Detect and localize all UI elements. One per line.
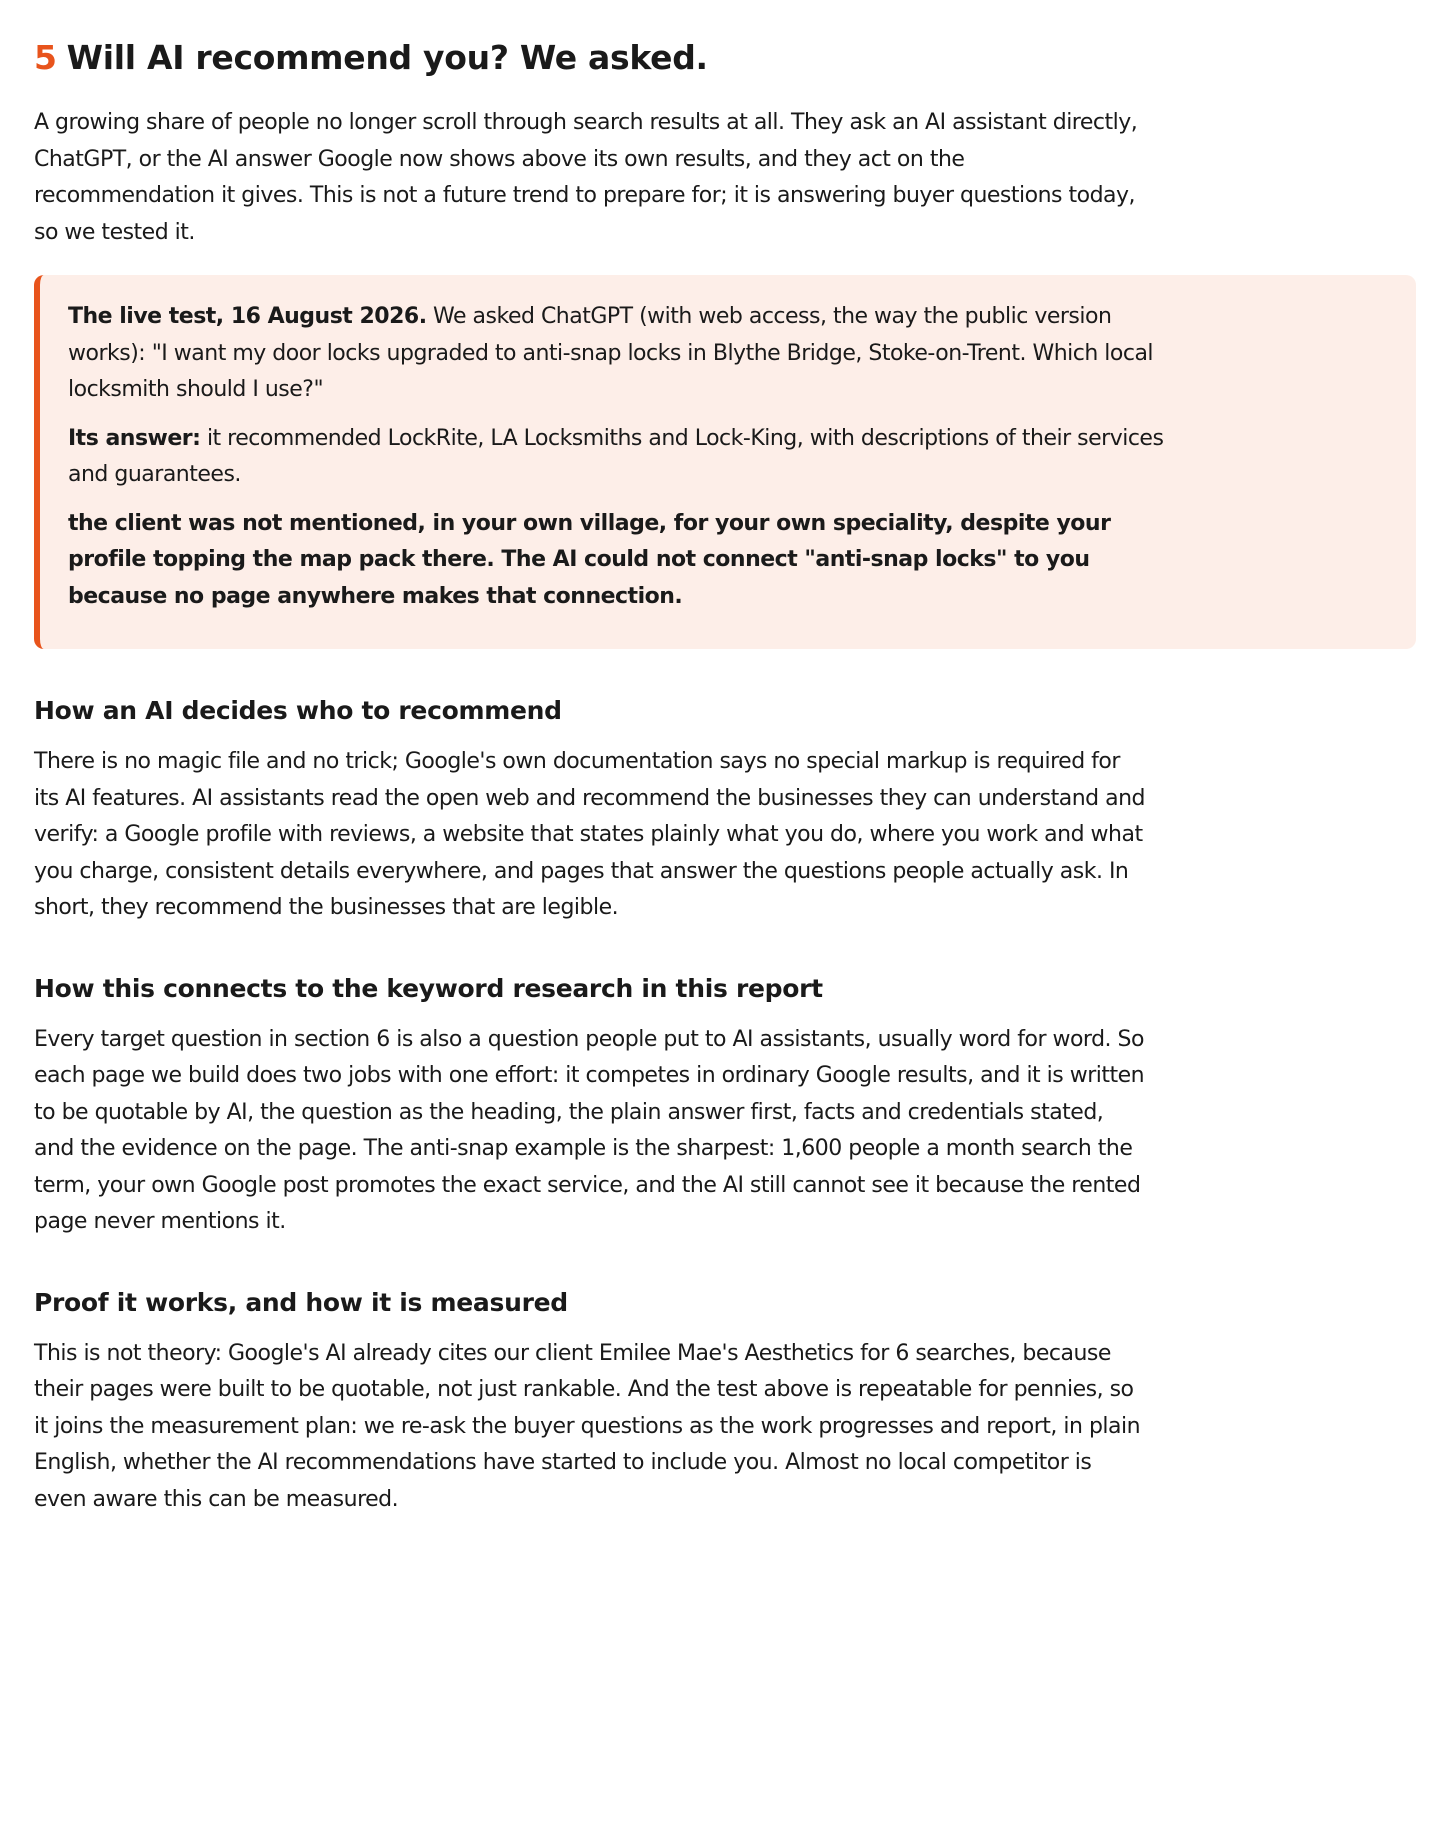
section-title-text: Will AI recommend you? We asked. (66, 38, 708, 77)
verdict-paragraph: the client was not mentioned, in your own village, for your own speciality, despite your profile topping the map pack there. The AI could not connect "anti-snap locks" to you because no page anywhere makes that connection. (68, 510, 1111, 609)
answer-label: Its answer: (68, 425, 201, 451)
live-test-callout (34, 275, 1416, 649)
subsection-keyword-research (34, 971, 1406, 1241)
answer-paragraph (68, 421, 1193, 494)
subsection-heading: How an AI decides who to recommend (34, 696, 562, 725)
subsection-proof (34, 1285, 1406, 1519)
subsection-body: This is not theory: Google's AI already cites our client Emilee Mae's Aesthetics for 6 searches, because their pages were built to be quotable, not just rankable. And the test above is repeatable for pennies, so it joins the measurement plan: we re-ask the buyer questions as the work progresses and report, in plain English, whether the AI recommendations have started to include you. Almost no local competitor is even aware this can be measured. (34, 1340, 1141, 1512)
subsection-body: Every target question in section 6 is also a question people put to AI assistants, usually word for word. So each page we build does two jobs with one effort: it competes in ordinary Google results, and it is written to be quotable by AI, the question as the heading, the plain answer first, facts and credentials stated, and the evidence on the page. The anti-snap example is the sharpest: 1,600 people a month search the term, your own Google post promotes the exact service, and the AI still cannot see it because the rented page never mentions it. (34, 1026, 1145, 1234)
subsection-heading: Proof it works, and how it is measured (34, 1287, 568, 1317)
subsection-heading: How this connects to the keyword research in this report (34, 973, 823, 1003)
answer-text: it recommended LockRite, LA Locksmiths and Lock-King, with descriptions of their services and guarantees. (68, 425, 1164, 487)
section-title (34, 34, 1406, 82)
subsection-body: There is no magic file and no trick; Google's own documentation says no special markup is required for its AI features. AI assistants read the open web and recommend the businesses they can understand and verify: a Google profile with reviews, a website that states plainly what you do, where you work and what you charge, consistent details everywhere, and pages that answer the questions people actually ask. In short, they recommend the businesses that are legible. (34, 749, 1145, 920)
live-test-paragraph (68, 299, 1193, 409)
section-number: 5 (34, 38, 57, 77)
live-test-label: The live test, 16 August 2026. (68, 304, 427, 329)
live-test-text: We asked ChatGPT (with web access, the way the public version works): "I want my door locks upgraded to anti-snap locks in Blythe Bridge, Stoke-on-Trent. Which local locksmith should I use?" (68, 304, 1154, 402)
intro-paragraph: A growing share of people no longer scroll through search results at all. They ask an AI assistant directly, ChatGPT, or the AI answer Google now shows above its own results, and they act on the recommendation it gives. This is not a future trend to prepare for; it is answering buyer questions today, so we tested it. (34, 110, 1138, 245)
subsection-how-ai-decides (34, 693, 1406, 927)
